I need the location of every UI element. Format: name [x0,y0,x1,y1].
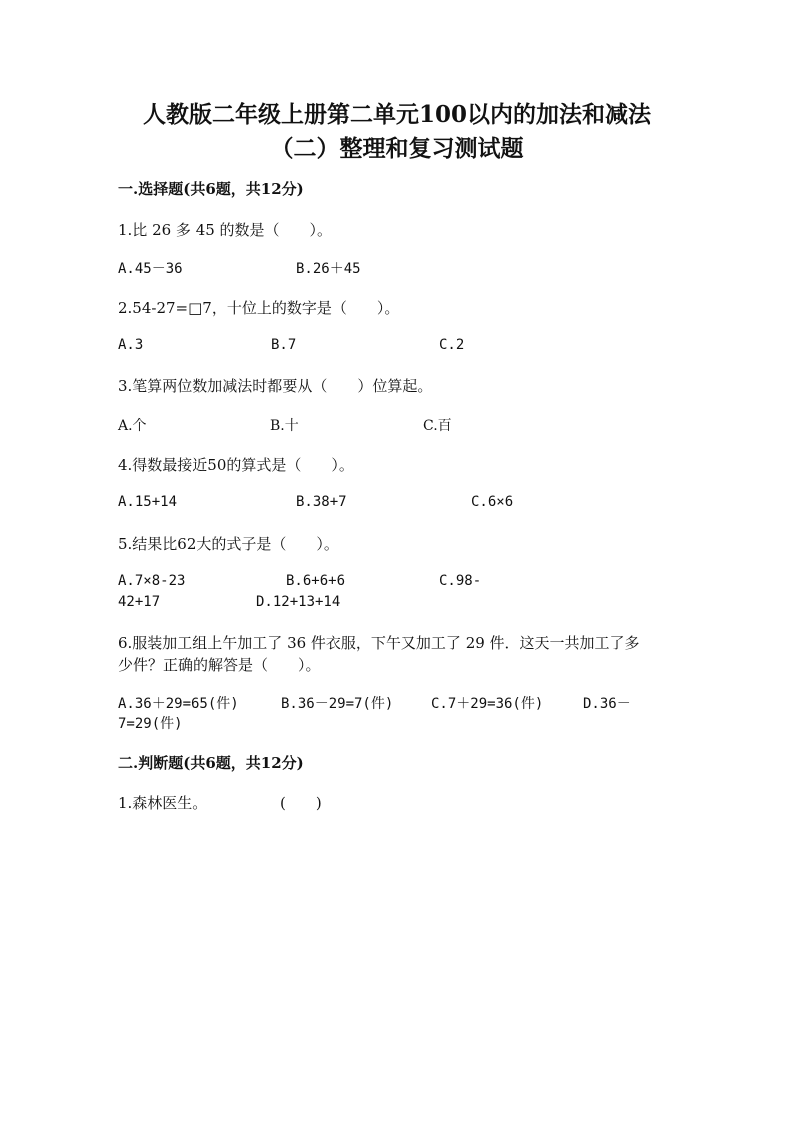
q6-option-d-continued: 7=29(件) [118,716,183,732]
question-4: 4.得数最接近50的算式是（ ）。 [118,456,354,474]
q6-option-d: D.36－ [583,696,631,712]
judgement-answer-blank: ( ) [280,794,322,812]
page-title-line2: （二）整理和复习测试题 [270,135,524,162]
q6-option-a: A.36＋29=65(件) [118,696,239,712]
q2-option-c: C.2 [439,337,465,353]
q5-option-d: D.12+13+14 [256,594,341,610]
q2-option-a: A.3 [118,337,144,353]
q4-option-a: A.15+14 [118,494,178,510]
q5-option-c-continued: 42+17 [118,594,161,610]
question-2: 2.54-27=□7，十位上的数字是（ ）。 [118,299,400,317]
q4-option-c: C.6×6 [471,494,514,510]
q2-option-b: B.7 [271,337,297,353]
q5-option-a: A.7×8-23 [118,573,186,589]
q1-option-a: A.45－36 [118,261,183,277]
q3-option-b: B.十 [270,418,299,434]
q3-option-c: C.百 [423,418,452,434]
q5-option-c: C.98- [439,573,482,589]
page-title-line1: 人教版二年级上册第二单元100以内的加法和减法 [142,101,651,128]
q5-option-b: B.6+6+6 [286,573,346,589]
section-heading-judgement: 二.判断题(共6题，共12分) [118,754,304,772]
q6-option-b: B.36－29=7(件) [281,696,394,712]
q3-option-a: A.个 [118,418,147,434]
question-3: 3.笔算两位数加减法时都要从（ ）位算起。 [118,377,433,395]
question-5: 5.结果比62大的式子是（ ）。 [118,535,339,553]
q6-option-c: C.7＋29=36(件) [431,696,544,712]
question-1: 1.比 26 多 45 的数是（ ）。 [118,221,333,239]
q4-option-b: B.38+7 [296,494,347,510]
question-6-line2: 少件？正确的解答是（ ）。 [118,656,321,674]
section-heading-choice: 一.选择题(共6题，共12分) [118,180,304,198]
judgement-question-1: 1.森林医生。 [118,794,208,812]
q1-option-b: B.26＋45 [296,261,361,277]
question-6-line1: 6.服装加工组上午加工了 36 件衣服，下午又加工了 29 件．这天一共加工了多 [118,634,640,652]
